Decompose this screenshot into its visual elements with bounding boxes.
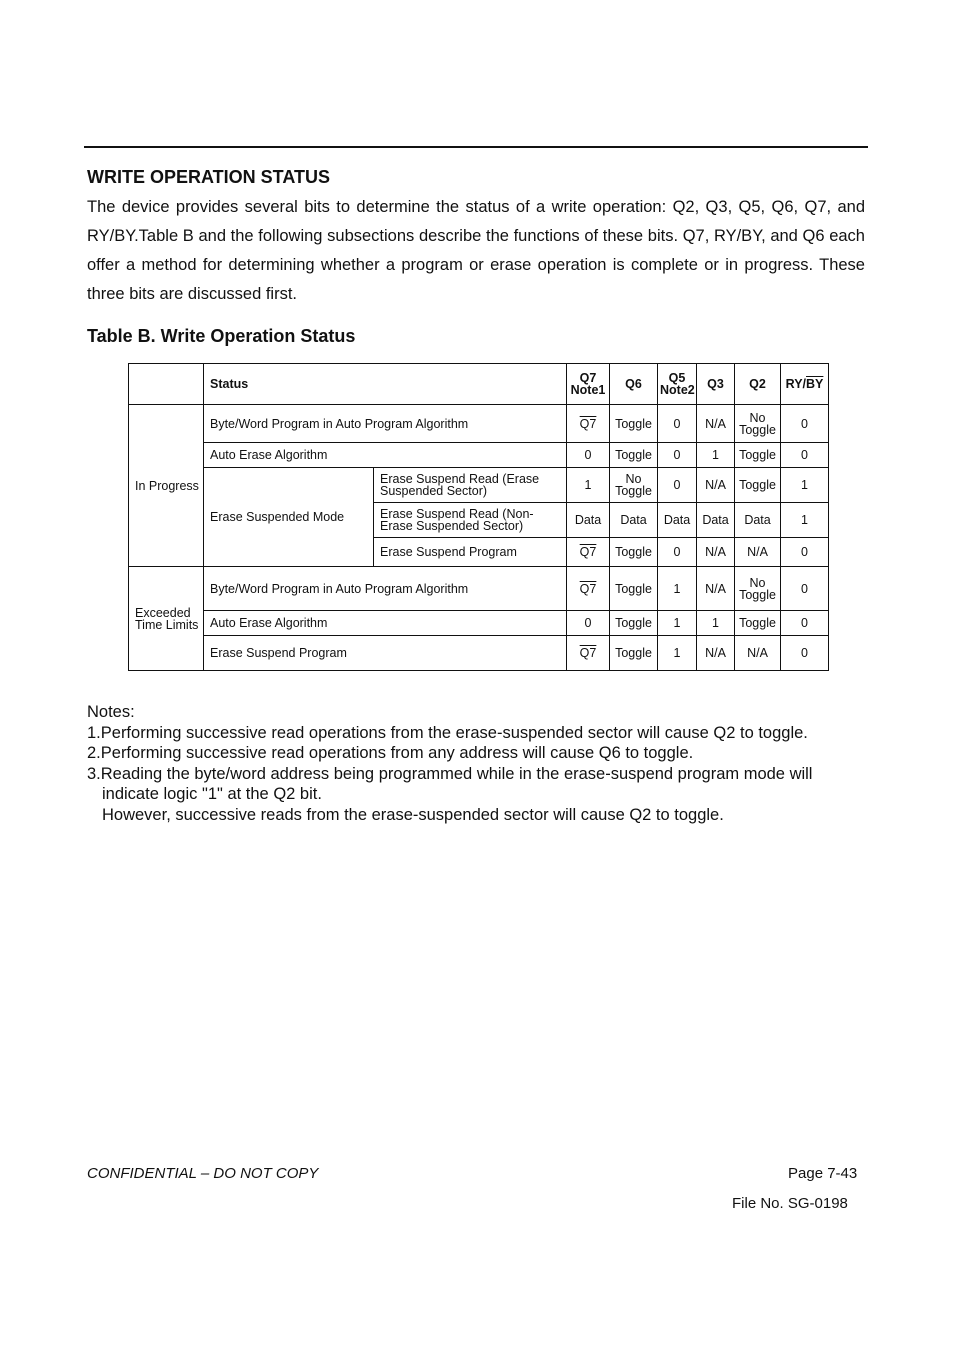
cell-q2: N/A: [735, 538, 781, 567]
cell-ry-by: 0: [781, 405, 829, 443]
cell-q2: Data: [735, 503, 781, 538]
section-heading: WRITE OPERATION STATUS: [87, 167, 330, 187]
note-2: 2.Performing successive read operations from any address will cause Q6 to toggle.: [87, 744, 694, 762]
cell-q6: No Toggle: [610, 468, 658, 503]
notes-section: [87, 702, 887, 825]
header-q5: [658, 364, 697, 405]
cell-ry-by: 0: [781, 611, 829, 636]
table-row: [129, 611, 829, 636]
row-label: Erase Suspend Program: [204, 636, 567, 671]
cell-q3: 1: [697, 443, 735, 468]
cell-ry-by: 0: [781, 567, 829, 611]
cell-q7: 0: [567, 443, 610, 468]
row-label: Erase Suspend Program: [374, 538, 567, 567]
cell-q3: N/A: [697, 468, 735, 503]
group-exceeded-time-limits: Exceeded Time Limits: [129, 567, 204, 671]
cell-q6: Toggle: [610, 636, 658, 671]
cell-q6: Toggle: [610, 611, 658, 636]
cell-ry-by: 0: [781, 636, 829, 671]
group-in-progress: In Progress: [129, 405, 204, 567]
cell-q7: Data: [567, 503, 610, 538]
cell-q6: Toggle: [610, 538, 658, 567]
header-q5-label: Q5: [668, 371, 686, 385]
header-q5-note: Note2: [660, 383, 695, 397]
note-3: 3.Reading the byte/word address being programmed while in the erase-suspend program mode will: [87, 764, 813, 783]
cell-ry-by: 1: [781, 468, 829, 503]
cell-q5: 0: [658, 538, 697, 567]
table-row: [129, 636, 829, 671]
header-q7: [567, 364, 610, 405]
cell-q3: Data: [697, 503, 735, 538]
write-operation-status-table: [128, 363, 829, 671]
cell-q5: 1: [658, 636, 697, 671]
header-q3: Q3: [697, 364, 735, 405]
top-rule: [84, 146, 868, 148]
table-title: Table B. Write Operation Status: [87, 326, 356, 346]
header-status: Status: [204, 364, 567, 405]
footer-confidential: CONFIDENTIAL – DO NOT COPY: [87, 1165, 319, 1182]
cell-ry-by: 0: [781, 443, 829, 468]
cell-q2: No Toggle: [735, 567, 781, 611]
header-q2: Q2: [735, 364, 781, 405]
cell-q7: Q7: [567, 538, 610, 567]
cell-q5: Data: [658, 503, 697, 538]
footer-file-number: File No. SG-0198: [732, 1195, 848, 1212]
row-label: Auto Erase Algorithm: [204, 443, 567, 468]
group-erase-suspended-mode: Erase Suspended Mode: [204, 468, 374, 567]
header-by-label: $\overline{BY}$: [806, 377, 824, 391]
cell-ry-by: 1: [781, 503, 829, 538]
cell-q6: Toggle: [610, 567, 658, 611]
row-label: Auto Erase Algorithm: [204, 611, 567, 636]
row-label: Erase Suspend Read (Non-Erase Suspended Sector): [374, 503, 567, 538]
cell-q2: N/A: [735, 636, 781, 671]
cell-q5: 0: [658, 443, 697, 468]
cell-q3: N/A: [697, 405, 735, 443]
note-3-continued: indicate logic "1" at the Q2 bit.: [102, 785, 322, 803]
table-row: [129, 405, 829, 443]
header-ry-label: RY/: [785, 377, 807, 391]
row-label: Byte/Word Program in Auto Program Algorithm: [204, 405, 567, 443]
header-ry-by: [781, 364, 829, 405]
header-q6: Q6: [610, 364, 658, 405]
cell-q3: N/A: [697, 538, 735, 567]
cell-q7: Q7: [567, 636, 610, 671]
row-label: Byte/Word Program in Auto Program Algorithm: [204, 567, 567, 611]
cell-q3: N/A: [697, 636, 735, 671]
row-label: Erase Suspend Read (Erase Suspended Sector): [374, 468, 567, 503]
cell-q2: Toggle: [735, 611, 781, 636]
cell-ry-by: 0: [781, 538, 829, 567]
cell-q7: 1: [567, 468, 610, 503]
footer-page-number: Page 7-43: [788, 1165, 858, 1182]
cell-q2: No Toggle: [735, 405, 781, 443]
cell-q5: 1: [658, 567, 697, 611]
cell-q7: Q7: [567, 405, 610, 443]
cell-q5: 1: [658, 611, 697, 636]
cell-q7: 0: [567, 611, 610, 636]
cell-q6: Toggle: [610, 405, 658, 443]
table-header-row: [129, 364, 829, 405]
cell-q3: N/A: [697, 567, 735, 611]
cell-q2: Toggle: [735, 468, 781, 503]
header-q7-note: Note1: [570, 383, 606, 397]
header-blank: [129, 364, 204, 405]
cell-q6: Data: [610, 503, 658, 538]
cell-q5: 0: [658, 468, 697, 503]
note-1: 1.Performing successive read operations from the erase-suspended sector will cause Q2 to toggle.: [87, 723, 808, 742]
intro-paragraph: The device provides several bits to determine the status of a write operation: Q2, Q3, Q5, Q6, Q7, and RY/BY.Table B and the following subsections describe the functions of these bits. Q7, RY/BY, and Q6 each offer a method for determining whether a program or erase operation is complete or in progress. These three bits are discussed first.: [87, 198, 865, 303]
table-row: [129, 567, 829, 611]
table-row: [129, 443, 829, 468]
header-q7-label: Q7: [579, 371, 597, 385]
cell-q5: 0: [658, 405, 697, 443]
notes-heading: Notes:: [87, 703, 135, 721]
cell-q3: 1: [697, 611, 735, 636]
cell-q7: Q7: [567, 567, 610, 611]
cell-q2: Toggle: [735, 443, 781, 468]
table-row: [129, 468, 829, 503]
note-3-however: However, successive reads from the erase-suspended sector will cause Q2 to toggle.: [102, 805, 724, 824]
cell-q6: Toggle: [610, 443, 658, 468]
